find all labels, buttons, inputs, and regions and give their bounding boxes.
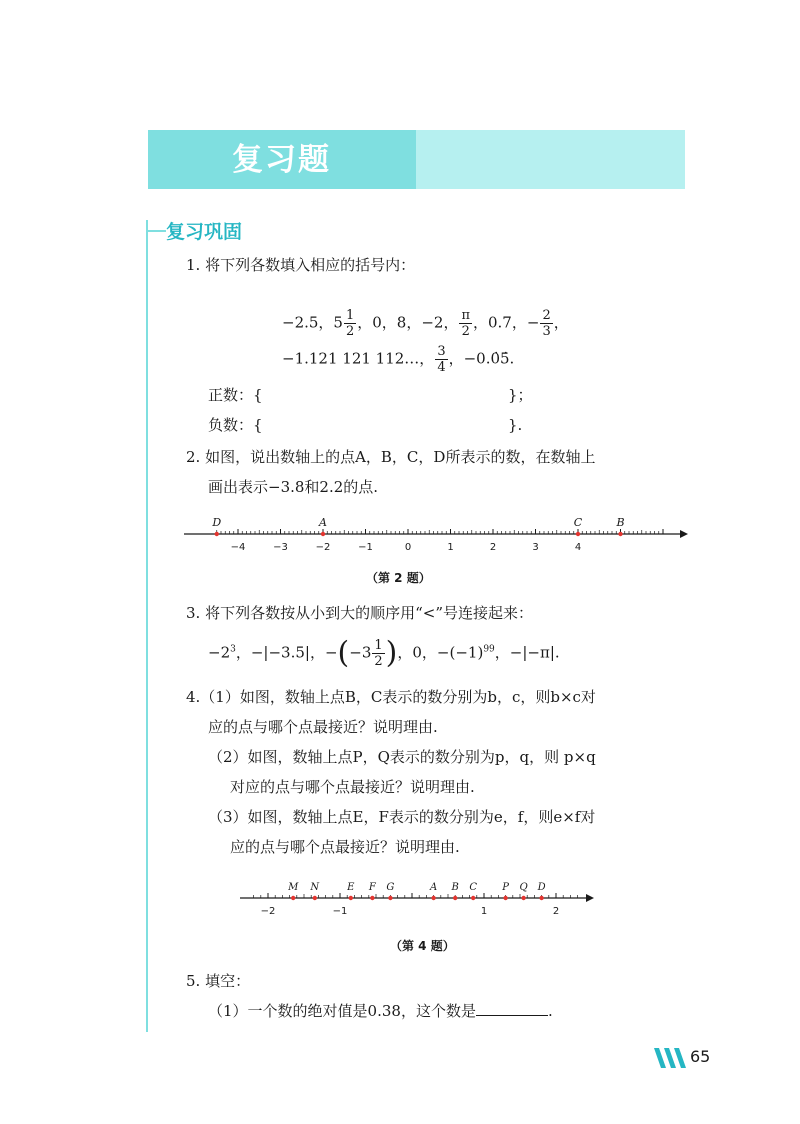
q5-prompt: 5. 填空：	[186, 972, 251, 990]
q3-e5: ，−|−π|.	[494, 643, 560, 662]
q1-frac-2-num: π	[461, 308, 470, 323]
q2-tick-label: −3	[273, 542, 288, 553]
q1-frac-4-den: 4	[437, 360, 446, 375]
q4-point-label-N: N	[310, 882, 320, 893]
q2-point-label-B: B	[616, 516, 625, 529]
q4-point-N	[313, 896, 317, 900]
q4-point-label-B: B	[451, 882, 459, 893]
q2-point-B	[618, 532, 622, 536]
q3-e4: ，0，−(−1)	[397, 643, 484, 662]
page-number: 65	[690, 1047, 711, 1066]
q2-tick-label: 0	[404, 542, 412, 553]
q4-axis-arrow	[586, 894, 594, 902]
q1-frac-2-den: 2	[461, 324, 470, 339]
q3-prompt: 3. 将下列各数按从小到大的顺序用“<”号连接起来：	[186, 604, 533, 622]
q1-frac-1-den: 2	[345, 324, 355, 339]
q1-number-line-2	[282, 344, 514, 375]
q3-frac-num: 1	[374, 638, 383, 653]
q1-frac-1-num: 1	[345, 308, 355, 323]
q3-expression	[208, 635, 560, 671]
q2-tick-label: 4	[574, 542, 582, 553]
q4-point-E	[349, 896, 353, 900]
q2-point-label-C: C	[573, 516, 583, 529]
q4-point-label-D: D	[537, 882, 546, 893]
q2-line-1: 2. 如图，说出数轴上的点A，B，C，D所表示的数，在数轴上	[186, 448, 596, 466]
q2-axis-arrow	[680, 530, 688, 538]
q5-part1	[208, 1000, 553, 1022]
q3-paren-close: )	[385, 635, 398, 671]
q4-point-G	[388, 896, 392, 900]
q4-point-label-E: E	[347, 882, 355, 893]
q4-point-A	[431, 896, 435, 900]
q1-frac-3-num: 2	[542, 308, 551, 323]
q1-number-line-1	[282, 308, 569, 339]
q3-e3: −3	[349, 643, 372, 662]
q1-frac-1	[344, 308, 356, 339]
q3-paren-open: (	[337, 635, 350, 671]
q1-frac-3	[540, 308, 552, 339]
q4-tick-label: −1	[332, 906, 348, 917]
q2-point-label-D: D	[212, 516, 222, 529]
section-vertical-rule	[146, 220, 148, 1032]
q4-point-label-C: C	[469, 882, 478, 893]
q4-tick-label: 1	[480, 906, 488, 917]
q1-negative-label: 负数：{	[208, 416, 263, 434]
section-horizontal-rule	[146, 230, 166, 232]
q4-tick-label: −2	[260, 906, 276, 917]
q4-point-label-M: M	[288, 882, 299, 893]
q4-point-C	[471, 896, 475, 900]
q3-e1: −2	[208, 643, 231, 662]
q1-frac-4	[435, 344, 447, 375]
q1-positive-label: 正数：{	[208, 386, 263, 404]
q3-frac	[372, 638, 384, 669]
q2-tick-label: 3	[532, 542, 539, 553]
q2-point-label-A: A	[319, 516, 327, 529]
q1-l1-b: ，0，8，−2，	[357, 313, 459, 332]
q4-point-label-G: G	[386, 882, 395, 893]
q4-part2-line1: （2）如图，数轴上点P，Q表示的数分别为p，q，则 p×q	[208, 748, 596, 766]
q5-part1-text: （1）一个数的绝对值是0.38，这个数是	[208, 1002, 476, 1020]
q1-l1-a: −2.5，5	[282, 313, 343, 332]
q1-positive-close: }；	[508, 386, 533, 404]
q4-point-label-A: A	[429, 882, 438, 893]
q4-part3-line1: （3）如图，数轴上点E，F表示的数分别为e，f，则e×f对	[208, 808, 596, 826]
q3-e2: ，−|−3.5|，−	[235, 643, 338, 662]
q4-point-P	[503, 896, 507, 900]
q2-tick-label: 1	[447, 542, 454, 553]
q2-tick-label: 2	[489, 542, 497, 553]
q1-frac-3-den: 3	[542, 324, 551, 339]
q2-point-C	[576, 532, 580, 536]
q4-point-label-P: P	[502, 882, 509, 893]
q2-point-A	[321, 532, 325, 536]
q2-point-D	[215, 532, 219, 536]
q1-negative-close: }.	[508, 416, 523, 434]
q5-answer-blank[interactable]	[476, 1001, 548, 1016]
q2-tick-label: −2	[315, 542, 331, 553]
q2-tick-label: −4	[230, 542, 246, 553]
q2-caption: （第 2 题）	[366, 571, 431, 585]
q1-l1-c: ，0.7，−	[473, 313, 540, 332]
q4-point-B	[453, 896, 457, 900]
q3-frac-den: 2	[374, 654, 383, 669]
q4-caption: （第 4 题）	[390, 939, 455, 953]
q4-point-F	[370, 896, 374, 900]
q3-e1-sup: 3	[230, 644, 236, 655]
q4-point-M	[291, 896, 295, 900]
q4-point-Q	[521, 896, 525, 900]
q2-number-line	[180, 510, 692, 558]
q4-part1-line1: 4.（1）如图，数轴上点B，C表示的数分别为b，c，则b×c对	[186, 688, 596, 706]
page-title: 复习题	[232, 142, 331, 178]
q2-line-2: 画出表示−3.8和2.2的点.	[208, 478, 379, 496]
page-stripes-icon	[654, 1048, 688, 1068]
q4-tick-label: 2	[552, 906, 560, 917]
q4-part3-line2: 应的点与哪个点最接近？说明理由.	[230, 838, 460, 856]
q4-point-label-F: F	[368, 882, 376, 893]
q5-part1-end: .	[547, 1002, 553, 1020]
q1-prompt: 1. 将下列各数填入相应的括号内：	[186, 256, 416, 274]
q1-l1-d: ，	[553, 313, 569, 332]
q1-l2-a: −1.121 121 112…，	[282, 349, 435, 368]
q1-l2-b: ，−0.0̇5̇.	[448, 349, 515, 368]
q4-point-D	[539, 896, 543, 900]
q4-point-label-Q: Q	[519, 882, 528, 893]
q3-e4-sup: 99	[483, 644, 495, 655]
title-banner-right	[416, 130, 685, 189]
q4-part2-line2: 对应的点与哪个点最接近？说明理由.	[230, 778, 475, 796]
q2-tick-label: −1	[358, 542, 373, 553]
section-title: 复习巩固	[166, 221, 243, 243]
q1-frac-4-num: 3	[437, 344, 446, 359]
q4-part1-line2: 应的点与哪个点最接近？说明理由.	[208, 718, 438, 736]
q1-frac-2	[459, 308, 472, 339]
q4-number-line	[236, 874, 600, 920]
